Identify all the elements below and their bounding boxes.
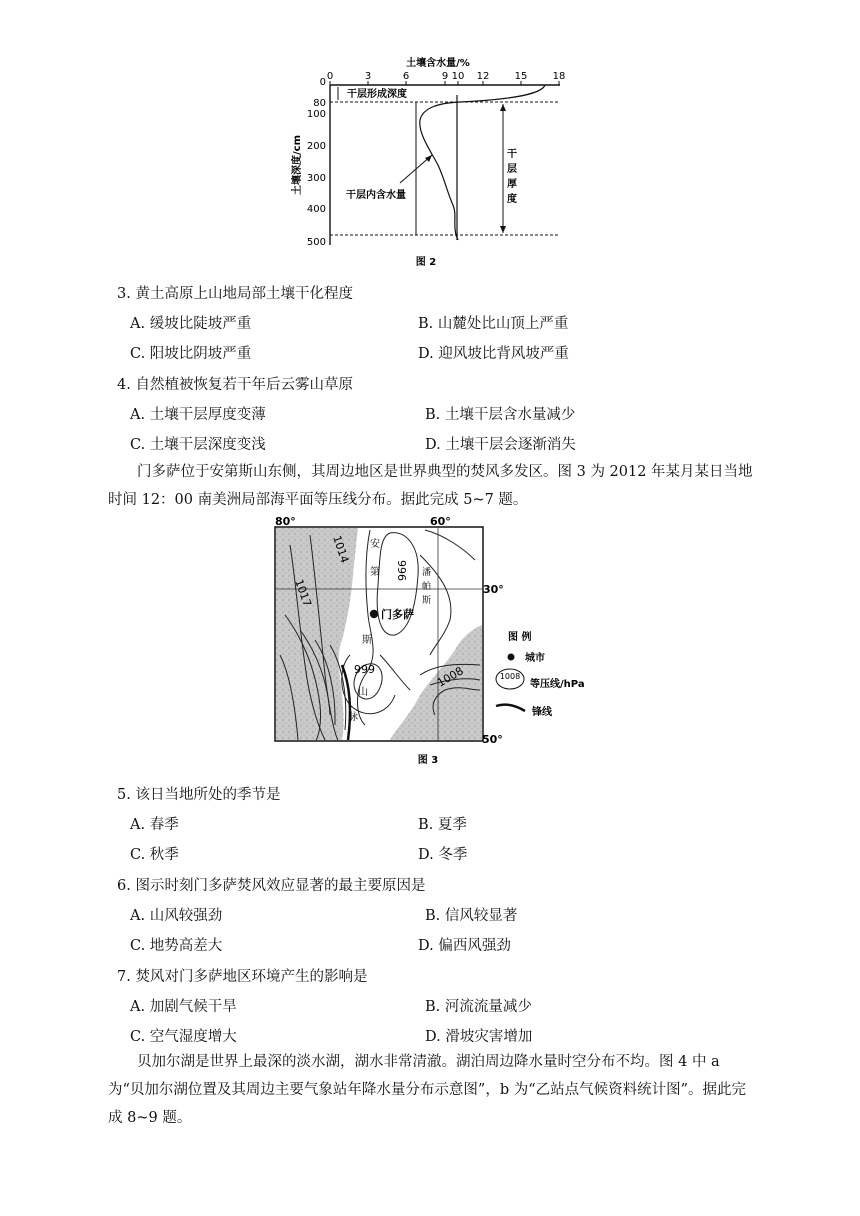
- top-tick-0: 0: [326, 71, 334, 82]
- y-tick-400: 400: [306, 204, 326, 215]
- q4-option-b[interactable]: B. 土壤干层含水量减少: [425, 407, 576, 423]
- mountain-char-5: 脉: [348, 712, 358, 723]
- y-axis-title: 土壤深度/cm: [292, 135, 303, 195]
- isobar-label-1008: 1008: [435, 664, 466, 690]
- figure-3-isobar-map: [270, 515, 590, 770]
- river-char-3: 斯: [422, 596, 432, 606]
- legend-isobar-label: 等压线/hPa: [530, 679, 585, 690]
- q4-option-c[interactable]: C. 土壤干层深度变浅: [130, 437, 266, 453]
- legend-front-symbol: [496, 705, 525, 711]
- q5-option-b[interactable]: B. 夏季: [418, 817, 467, 833]
- top-tick-6: 6: [402, 71, 410, 82]
- q6-option-c[interactable]: C. 地势高差大: [130, 938, 223, 954]
- question-5-stem: 5. 该日当地所处的季节是: [117, 787, 281, 803]
- y-tick-0: 0: [319, 77, 326, 88]
- q7-option-a[interactable]: A. 加剧气候干旱: [130, 999, 237, 1015]
- thickness-label-1: 干: [507, 149, 517, 160]
- question-3-stem: 3. 黄土高原上山地局部土壤干化程度: [117, 286, 353, 302]
- top-tick-12: 12: [476, 71, 490, 82]
- figure-2-svg: [290, 55, 580, 270]
- question-7-stem: 7. 焚风对门多萨地区环境产生的影响是: [117, 969, 368, 985]
- q3-option-a[interactable]: A. 缓坡比陡坡严重: [130, 316, 252, 332]
- mountain-char-3: 斯: [362, 635, 372, 646]
- inner-water-label: 干层内含水量: [346, 190, 406, 201]
- legend-city-label: 城市: [525, 653, 545, 664]
- city-marker-mendoza: [370, 610, 378, 618]
- q3-option-c[interactable]: C. 阳坡比阴坡严重: [130, 346, 252, 362]
- q3-option-b[interactable]: B. 山麓处比山顶上严重: [418, 316, 569, 332]
- question-6-stem: 6. 图示时刻门多萨焚风效应显著的最主要原因是: [117, 878, 426, 894]
- top-tick-3: 3: [364, 71, 372, 82]
- isobar-label-999: 999: [354, 663, 375, 676]
- top-tick-18: 18: [552, 71, 566, 82]
- figure-2-caption: 图 2: [415, 257, 437, 268]
- question-4-stem: 4. 自然植被恢复若干年后云雾山草原: [117, 377, 353, 393]
- legend-city-dot: [508, 654, 515, 661]
- q3-option-d[interactable]: D. 迎风坡比背风坡严重: [418, 346, 569, 362]
- formation-depth-label: 干层形成深度: [347, 89, 407, 100]
- river-char-1: 潘: [422, 568, 432, 578]
- legend-isobar-value: 1008: [499, 672, 521, 681]
- lon-label-80: 80°: [275, 515, 296, 528]
- intro-paragraph-mendoza: 门多萨位于安第斯山东侧，其周边地区是世界典型的焚风多发区。图 3 为 2012 年某月某日当地时间 12：00 南美洲局部海平面等压线分布。据此完成 5~7 题。: [108, 464, 753, 508]
- intro-paragraph-baikal: 贝加尔湖是世界上最深的淡水湖，湖水非常清澈。湖泊周边降水量时空分布不均。图 4 中 a 为“贝加尔湖位置及其周边主要气象站年降水量分布示意图”，b 为“乙站点气候资料统计图”。据此完成 8~9 题。: [108, 1054, 747, 1126]
- lat-label-50: 50°: [482, 733, 503, 746]
- legend-title: 图 例: [508, 632, 532, 643]
- top-tick-15: 15: [514, 71, 528, 82]
- isobar-label-996: 996: [395, 560, 408, 581]
- mountain-char-2: 第: [370, 567, 380, 578]
- city-label-mendoza: 门多萨: [381, 608, 414, 621]
- lon-label-60: 60°: [430, 515, 451, 528]
- y-tick-500: 500: [306, 237, 326, 248]
- q5-option-d[interactable]: D. 冬季: [418, 847, 468, 863]
- q4-option-d[interactable]: D. 土壤干层会逐渐消失: [425, 437, 576, 453]
- y-tick-300: 300: [306, 173, 326, 184]
- isobar-label-1014: 1014: [330, 533, 352, 565]
- figure-3-svg: [270, 515, 590, 770]
- q5-option-c[interactable]: C. 秋季: [130, 847, 179, 863]
- figure-2-soil-moisture-chart: [290, 55, 580, 270]
- figure-3-caption: 图 3: [417, 755, 439, 766]
- top-tick-9: 9: [441, 71, 449, 82]
- top-axis-title: 土壤含水量/%: [406, 58, 470, 69]
- lat-label-30: 30°: [483, 583, 504, 596]
- q7-option-c[interactable]: C. 空气湿度增大: [130, 1029, 237, 1045]
- thickness-label-2: 层: [507, 164, 517, 175]
- top-tick-10: 10: [451, 71, 465, 82]
- moisture-curve: [420, 85, 545, 240]
- q6-option-b[interactable]: B. 信风较显著: [425, 908, 518, 924]
- thickness-label-3: 厚: [507, 179, 517, 190]
- isobar-label-1017: 1017: [292, 577, 314, 609]
- q7-option-d[interactable]: D. 滑坡灾害增加: [425, 1029, 533, 1045]
- q5-option-a[interactable]: A. 春季: [130, 817, 179, 833]
- q6-option-d[interactable]: D. 偏西风强劲: [418, 938, 511, 954]
- y-tick-200: 200: [306, 141, 326, 152]
- q4-option-a[interactable]: A. 土壤干层厚度变薄: [130, 407, 266, 423]
- river-char-2: 帕: [422, 582, 432, 592]
- q6-option-a[interactable]: A. 山风较强劲: [130, 908, 223, 924]
- mountain-char-4: 山: [358, 687, 368, 698]
- mountain-char-1: 安: [370, 539, 380, 550]
- y-tick-100: 100: [306, 109, 326, 120]
- q7-option-b[interactable]: B. 河流流量减少: [425, 999, 532, 1015]
- thickness-label-4: 度: [507, 194, 517, 205]
- legend-front-label: 锋线: [532, 707, 552, 718]
- y-tick-80: 80: [313, 98, 326, 109]
